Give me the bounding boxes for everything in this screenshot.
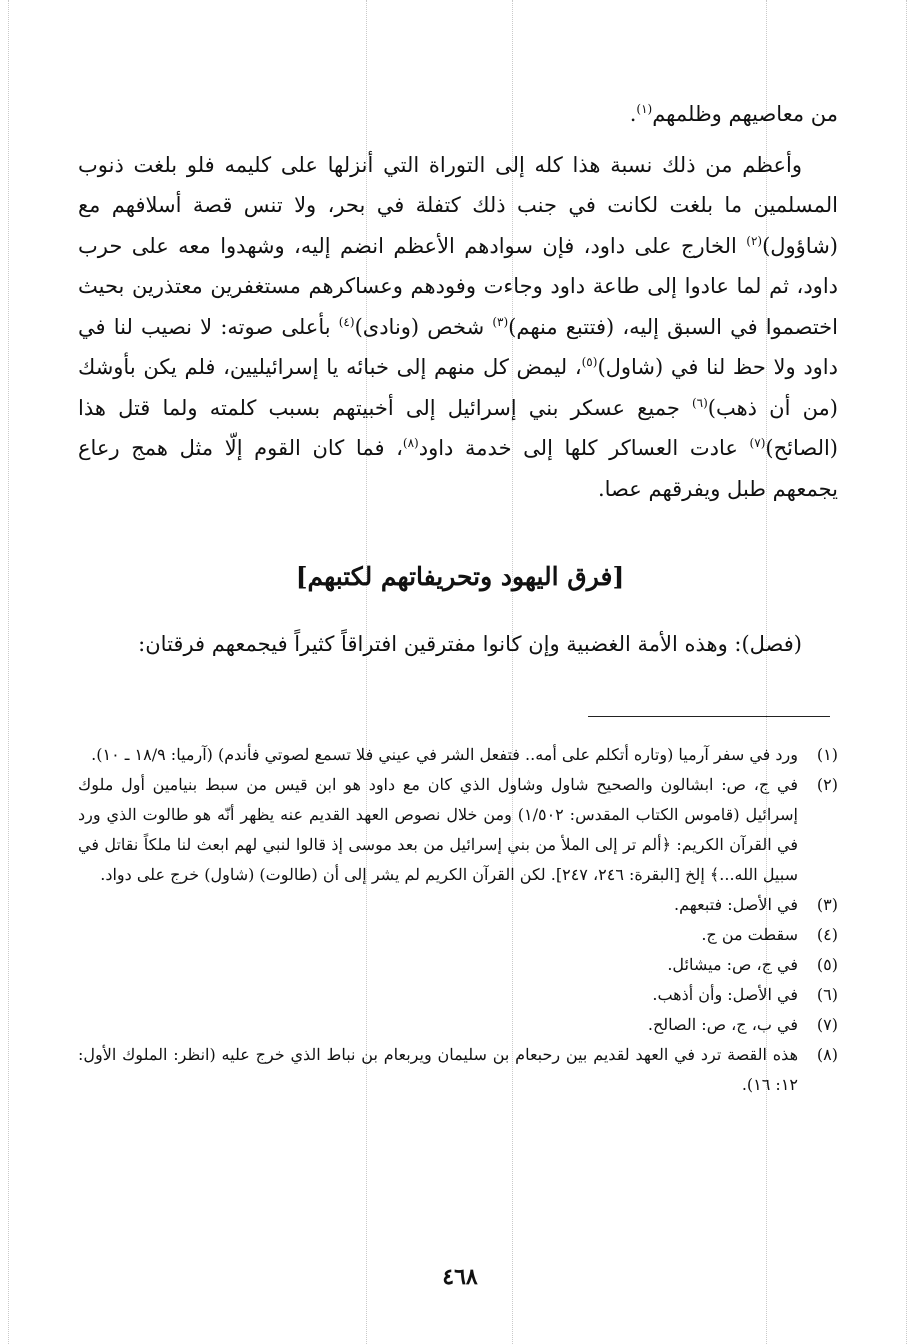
text-segment: وأعظم من ذلك نسبة هذا كله إلى التوراة التي أنزلها على كليمه فلو بلغت ذنوب المسلمين ما بلغت لكانت في جنب ذلك كتفلة في بحر، ولا تنس قصة أسلافهم مع (شاؤول) — [78, 152, 838, 258]
footnote-text: في ج، ص: ميشائل. — [667, 955, 798, 974]
footnote-ref[interactable]: (٨) — [402, 436, 419, 450]
footnote-ref[interactable]: (٧) — [749, 436, 766, 450]
page-number: ٤٦٨ — [442, 1264, 478, 1290]
text-segment: الخارج على داود، فإن سوادهم الأعظم انضم إليه، وشهدوا معه على حرب داود، ثم لما عادوا إلى طاعة داود وجاءت وفودهم وعساكرهم مستغفرين معتذرين بحيث اختصموا في السبق إليه، (فتتبع منهم) — [78, 233, 838, 339]
footnote-number: (١) — [816, 745, 838, 764]
text-segment: من معاصيهم وظلمهم — [652, 102, 838, 126]
text-segment: شخص (ونادى) — [354, 314, 493, 339]
footnote-text: في ج، ص: ابشالون والصحيح شاول وشاول الذي كان مع داود هو ابن قيس من سبط بنيامين أول ملوك إسرائيل (قاموس الكتاب المقدس: ١/٥٠٢) ومن خلال نصوص العهد القديم عنه يظهر أنّه هو طالوت الذي ورد في القرآن الكريم: ﴿ألم تر إلى الملأ من بني إسرائيل من بعد موسى إذ قالوا لنبي لهم ابعث لنا ملكاً نقاتل في سبيل الله...﴾ إلخ [البقرة: ٢٤٦، ٢٤٧]. لكن القرآن الكريم لم يشر إلى أن (طالوت) (شاول) خرج على دواد. — [78, 775, 799, 884]
footnote-text: في ب، ج، ص: الصالح. — [647, 1015, 798, 1034]
footnote — [78, 1010, 838, 1040]
footnote-number: (٦) — [816, 985, 838, 1004]
footnote-number: (٨) — [816, 1045, 838, 1064]
scan-margin-line — [906, 0, 907, 1344]
footnote-ref[interactable]: (٢) — [746, 233, 763, 248]
footnote — [78, 740, 838, 770]
footnote — [78, 980, 838, 1010]
footnote — [78, 920, 838, 950]
footnote — [78, 950, 838, 980]
footnote-ref[interactable]: (٦) — [691, 395, 708, 410]
footnote-ref[interactable]: (٥) — [581, 355, 598, 369]
footnote-text: في الأصل: وأن أذهب. — [652, 985, 798, 1004]
footnote — [78, 890, 838, 920]
scan-margin-line — [8, 0, 9, 1344]
footnote-ref[interactable]: (٤) — [338, 314, 355, 329]
fasl-paragraph: (فصل): وهذه الأمة الغضبية وإن كانوا مفترقين افتراقاً كثيراً فيجمعهم فرقتان: — [138, 632, 802, 656]
footnote-text: سقطت من ج. — [701, 925, 798, 944]
text-segment: ، فما كان القوم إلّا مثل همج رعاع يجمعهم طبل ويفرقهم عصا. — [78, 436, 838, 501]
text-segment: عادت العساكر كلها إلى خدمة داود — [418, 436, 750, 460]
footnote — [78, 1040, 838, 1100]
footnote — [78, 770, 838, 890]
footnote-number: (٢) — [816, 775, 838, 794]
footnote-ref[interactable]: (٣) — [492, 314, 509, 329]
footnotes — [78, 740, 838, 1100]
footnote-text: ورد في سفر آرميا (وتاره أتكلم على أمه.. فتفعل الشر في عيني فلا تسمع لصوتي فأندم) (آرميا: ١٨/٩ ـ ١٠). — [91, 745, 798, 764]
paragraph-1 — [78, 94, 838, 135]
footnote-number: (٧) — [816, 1015, 838, 1034]
text-segment: بأعلى صوته: لا نصيب لنا في داود ولا حظ لنا في (شاول) — [78, 314, 838, 379]
footnote-number: (٣) — [816, 895, 838, 914]
section-heading: [فرق اليهود وتحريفاتهم لكتبهم] — [295, 562, 625, 591]
text-segment: . — [629, 102, 637, 126]
footnote-text: هذه القصة ترد في العهد لقديم بين رحبعام بن سليمان ويربعام بن نباط الذي خرج عليه (انظر: الملوك الأول: ١٢: ١٦). — [78, 1045, 799, 1094]
footnote-text: في الأصل: فتبعهم. — [674, 895, 798, 914]
text-segment: ، ليمض كل منهم إلى خبائه يا إسرائيليين، فلم يكن بأوشك (من أن ذهب) — [78, 355, 838, 420]
footnote-number: (٤) — [816, 925, 838, 944]
footnote-ref[interactable]: (١) — [636, 102, 653, 116]
footnote-separator — [588, 716, 830, 717]
footnote-number: (٥) — [816, 955, 838, 974]
main-text — [78, 94, 838, 509]
paragraph-2 — [78, 145, 838, 510]
text-segment: جميع عسكر بني إسرائيل إلى أخبيتهم بسبب كلمته ولما قتل هذا (الصائح) — [78, 395, 839, 460]
